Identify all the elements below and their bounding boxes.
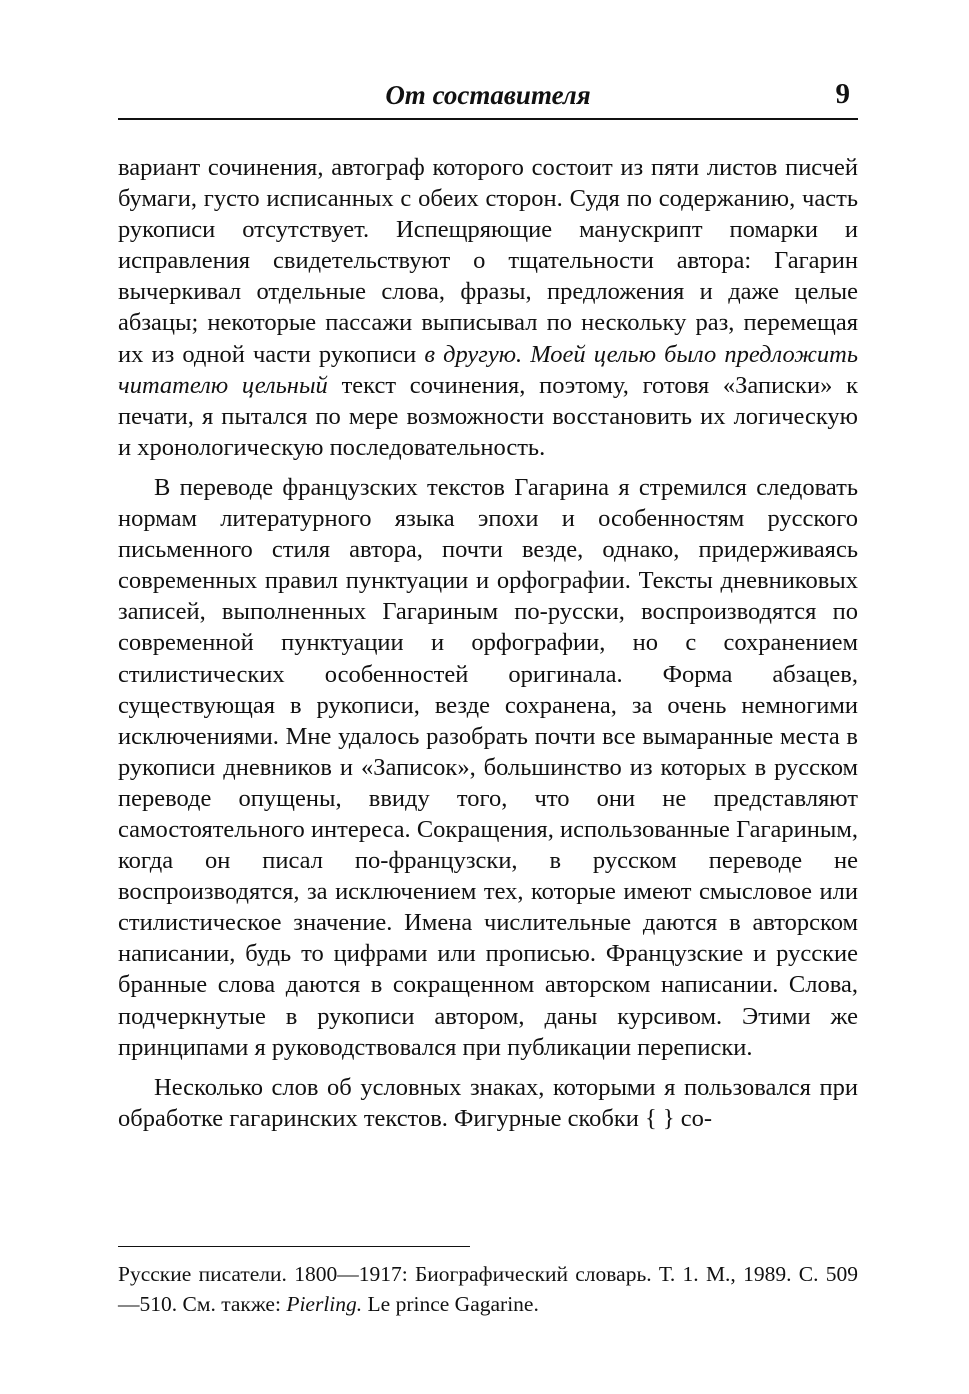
footnote-text-b: Le prince Gagarine. — [362, 1292, 539, 1316]
footnote-text-a: Русские писатели. 1800—1917: Биографический словарь. Т. 1. М., 1989. С. 509—510. См. также: — [118, 1262, 858, 1316]
paragraph-2: В переводе французских текстов Гагарина я стремился следовать нормам литературного языка эпохи и особенностям русского письменного стиля автора, почти везде, однако, придерживаясь современных правил пунктуации и орфографии. Тексты дневниковых записей, выполненных Гагариным по-русски, воспроизводятся по современной пунктуации и орфографии, но с сохранением стилистических особенностей оригинала. Форма абзацев, существующая в рукописи, везде сохранена, за очень немногими исключениями. Мне удалось разобрать почти все вымаранные места в рукописи дневников и «Записок», большинство из которых в русском переводе опущены, ввиду того, что они не представляют самостоятельного интереса. Сокращения, использованные Гагариным, когда он писал по-французски, в русском переводе не воспроизводятся, за исключением тех, которые имеют смысловое или стилистическое значение. Имена числительные даются в авторском написании, будь то цифрами или прописью. Французские и русские бранные слова даются в сокращенном авторском написании. Слова, подчеркнутые в рукописи автором, даны курсивом. Этими же принципами я руководствовался при публикации переписки. — [118, 473, 858, 1061]
book-page — [118, 74, 858, 1316]
running-title: От составителя — [385, 80, 591, 110]
body-text — [118, 152, 858, 1134]
paragraph-1 — [118, 152, 858, 463]
paragraph-1-text-b: текст сочинения, поэтому, готовя «Записки» к печати, я пытался по мере возможности восстановить их логическую и хронологическую последовательность. — [118, 371, 858, 461]
footnote — [118, 1259, 858, 1319]
paragraph-1-text-a: вариант сочинения, автограф которого состоит из пяти листов писчей бумаги, густо исписанных с обеих сторон. Судя по содержанию, часть рукописи отсутствует. Испещряющие манускрипт помарки и исправления свидетельствуют о тщательности автора: Гагарин вычеркивал отдельные слова, фразы, предложения и даже целые абзацы; некоторые пассажи выписывал по нескольку раз, перемещая их из одной части рукописи — [118, 154, 858, 368]
footnote-italic: Pierling. — [286, 1292, 363, 1316]
page-number: 9 — [835, 78, 850, 110]
footnote-divider — [118, 1246, 470, 1247]
running-header — [118, 74, 858, 120]
paragraph-3: Несколько слов об условных знаках, которыми я пользовался при обработке гагаринских текстов. Фигурные скобки { } со- — [118, 1073, 858, 1132]
paragraph-1-italic: в другую. Моей целью было предложить читателю цельный — [118, 340, 858, 399]
